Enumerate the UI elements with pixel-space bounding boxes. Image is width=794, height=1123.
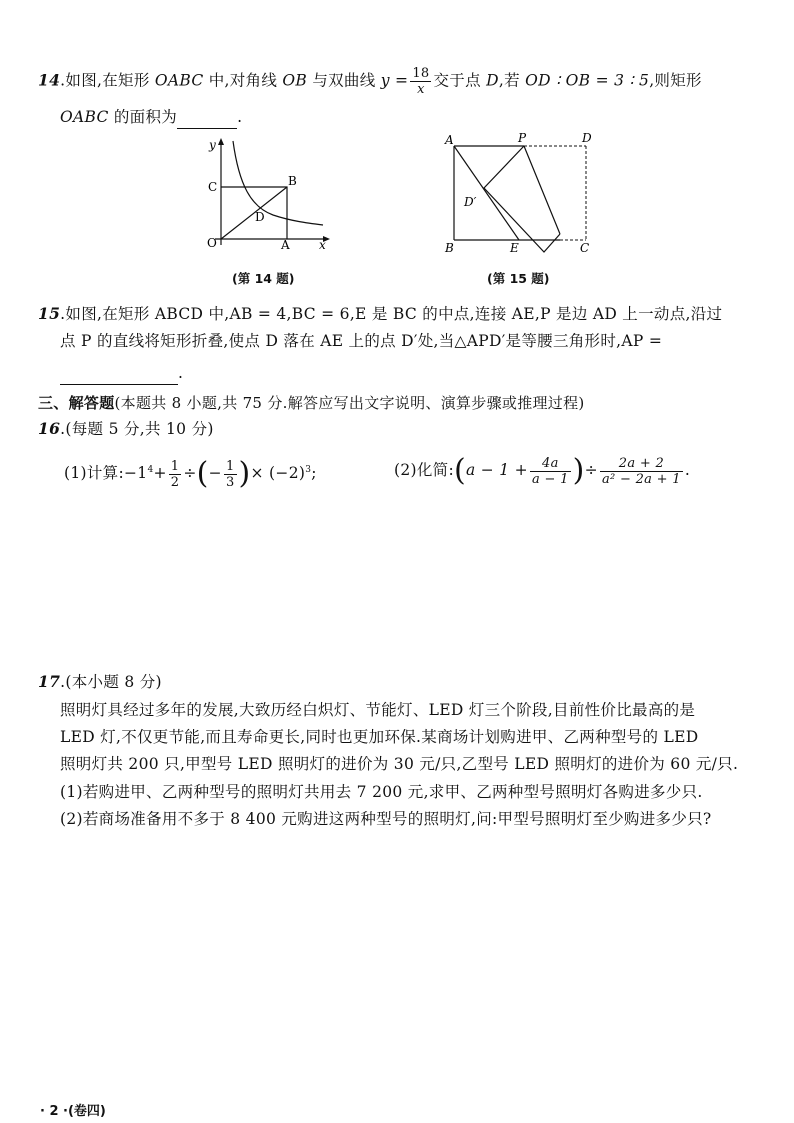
fig15-label-a: A (445, 133, 454, 147)
q17-number: 17 (38, 672, 61, 691)
fig14-caption: (第 14 题) (232, 271, 295, 286)
fig15-label-dprime: D′ (464, 195, 477, 209)
fig14-label-b: B (288, 174, 297, 188)
fig14-label-x: x (319, 238, 326, 252)
q17-line1: 照明灯具经过多年的发展,大致历经白炽灯、节能灯、LED 灯三个阶段,目前性价比最高的是 (60, 701, 696, 719)
q15-line2: 点 P 的直线将矩形折叠,使点 D 落在 AE 上的点 D′处,当△APD′是等腰三角形时,AP = (60, 332, 663, 350)
section3-title: 三、解答题 (38, 394, 115, 412)
fig15-label-p: P (518, 131, 527, 145)
fig15-label-c: C (580, 241, 590, 255)
q14-number: 14 (38, 70, 61, 90)
q17-line5: (2)若商场准备用不多于 8 400 元购进这两种型号的照明灯,问:甲型号照明灯至少购进多少只? (60, 810, 712, 828)
q16-head: 16.(每题 5 分,共 10 分) (38, 419, 214, 438)
q17-head: 17.(本小题 8 分) (38, 672, 162, 691)
q17-line2: LED 灯,不仅更节能,而且寿命更长,同时也更加环保.某商场计划购进甲、乙两种型号的 LED (60, 728, 699, 746)
q17-line4: (1)若购进甲、乙两种型号的照明灯共用去 7 200 元,求甲、乙两种型号照明灯各购进多少只. (60, 783, 703, 801)
q14-fraction: $\frac{18}{x}$ (412, 66, 430, 97)
section3-desc: (本题共 8 小题,共 75 分.解答应写出文字说明、演算步骤或推理过程) (114, 394, 585, 412)
section3-heading (38, 392, 585, 414)
q14-line2: OABC 的面积为 . (60, 106, 242, 129)
q15-number: 15 (38, 304, 61, 323)
fig15-label-d: D (582, 131, 592, 145)
q17-line3: 照明灯共 200 只,甲型号 LED 照明灯的进价为 30 元/只,乙型号 LED 照明灯的进价为 60 元/只. (60, 755, 739, 773)
q15-line3: . (60, 362, 183, 385)
fig14-label-d: D (255, 210, 265, 224)
q14-answer-blank[interactable] (177, 106, 237, 129)
fig15-caption: (第 15 题) (487, 271, 550, 286)
q15-answer-blank[interactable] (60, 362, 178, 385)
page-footer: · 2 ·(卷四) (40, 1104, 106, 1119)
q16-part2: (2)化简:(a − 1 + $\frac{4a}{a - 1}$ )÷ $\frac{2a + 2}{\text{a² − 2a + 1}}$ . (394, 453, 691, 488)
fig14-label-y: y (209, 138, 216, 152)
q14-line1: 14.如图,在矩形 OABC 中,对角线 OB 与双曲线 y = $\frac{18}{x}$ 交于点 D,若 OD ∶ OB = 3 ∶ 5,则矩形 (38, 66, 702, 97)
figure-15 (440, 130, 600, 256)
fig15-label-e: E (510, 241, 519, 255)
fig14-label-o: O (207, 236, 217, 250)
fig14-label-a: A (281, 238, 290, 252)
fig14-label-c: C (208, 180, 218, 194)
q16-part1: (1)计算$:-1^4+$ $\frac{1}{2}$ ÷(− $\frac{1}{3}$ )× $(-2)^3$; (64, 456, 317, 492)
figure-14 (195, 135, 335, 253)
q16-number: 16 (38, 419, 61, 438)
q15-line1: 15.如图,在矩形 ABCD 中,AB = 4,BC = 6,E 是 BC 的中点,连接 AE,P 是边 AD 上一动点,沿过 (38, 304, 723, 323)
fig15-label-b: B (445, 241, 454, 255)
